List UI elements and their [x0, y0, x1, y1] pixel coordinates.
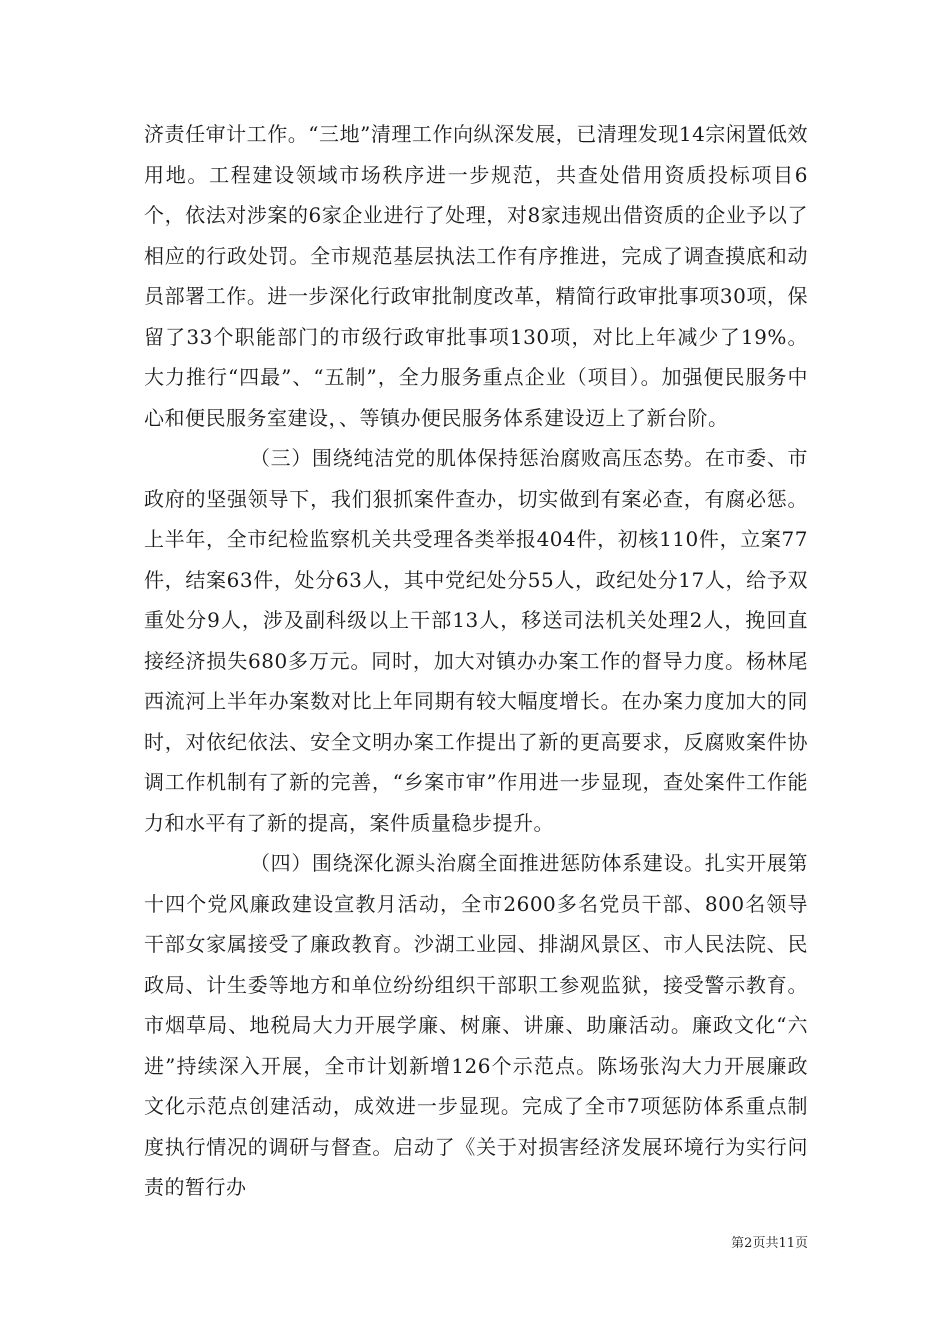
- paragraph-continuation: 济责任审计工作。“三地”清理工作向纵深发展，已清理发现14宗闲置低效用地。工程建设领域市场秩序进一步规范，共查处借用资质投标项目6个，依法对涉案的6家企业进行了处理，对8家违规出借资质的企业予以了相应的行政处罚。全市规范基层执法工作有序推进，完成了调查摸底和动员部署工作。进一步深化行政审批制度改革，精简行政审批事项30项，保留了33个职能部门的市级行政审批事项130项，对比上年减少了19%。大力推行“四最”、“五制”，全力服务重点企业（项目）。加强便民服务中心和便民服务室建设，、等镇办便民服务体系建设迈上了新台阶。: [144, 122, 808, 430]
- document-body: [144, 114, 808, 1208]
- paragraph-section-three: （三）围绕纯洁党的肌体保持惩治腐败高压态势。在市委、市政府的坚强领导下，我们狠抓案件查办，切实做到有案必查，有腐必惩。上半年，全市纪检监察机关共受理各类举报404件，初核110件，立案77件，结案63件，处分63人，其中党纪处分55人，政纪处分17人，给予双重处分9人，涉及副科级以上干部13人，移送司法机关处理2人，挽回直接经济损失680多万元。同时，加大对镇办办案工作的督导力度。杨林尾西流河上半年办案数对比上年同期有较大幅度增长。在办案力度加大的同时，对依纪依法、安全文明办案工作提出了新的更高要求，反腐败案件协调工作机制有了新的完善，“乡案市审”作用进一步显现，查处案件工作能力和水平有了新的提高，案件质量稳步提升。: [144, 446, 808, 835]
- page-number: 第2页共11页: [731, 1236, 808, 1251]
- paragraph-section-four: （四）围绕深化源头治腐全面推进惩防体系建设。扎实开展第十四个党风廉政建设宣教月活动，全市2600多名党员干部、800名领导干部女家属接受了廉政教育。沙湖工业园、排湖风景区、市人民法院、民政局、计生委等地方和单位纷纷组织干部职工参观监狱，接受警示教育。市烟草局、地税局大力开展学廉、树廉、讲廉、助廉活动。廉政文化“六进”持续深入开展，全市计划新增126个示范点。陈场张沟大力开展廉政文化示范点创建活动，成效进一步显现。完成了全市7项惩防体系重点制度执行情况的调研与督查。启动了《关于对损害经济发展环境行为实行问责的暂行办: [144, 851, 808, 1199]
